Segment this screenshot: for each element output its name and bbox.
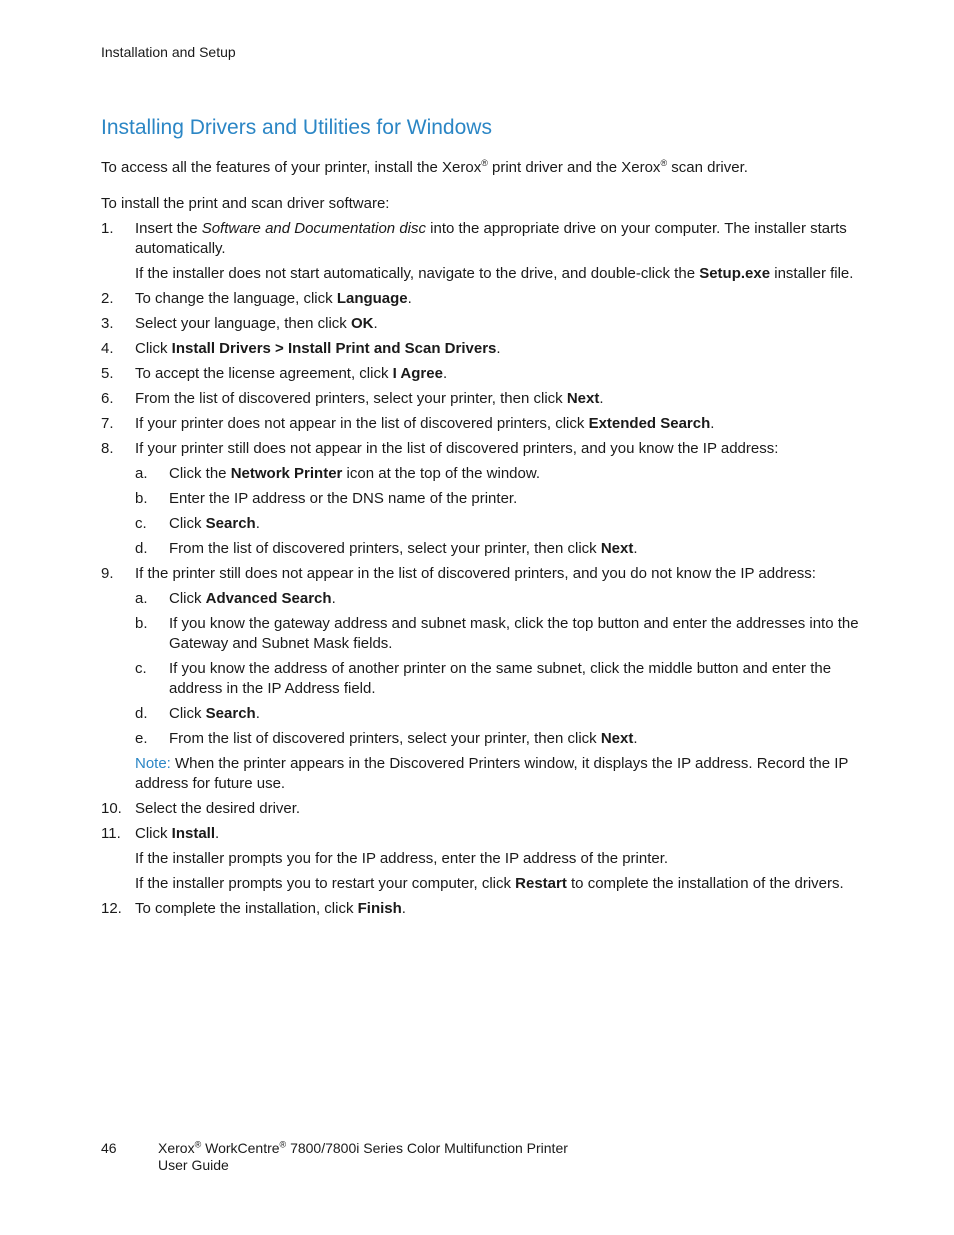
substep-letter: b. xyxy=(135,615,148,632)
substep-9b: b. If you know the gateway address and subnet mask, click the top button and enter the addresses into the Gateway and Subnet Mask fields. xyxy=(135,615,859,652)
step-3 xyxy=(101,314,861,334)
footer-product-info: Xerox® WorkCentre® 7800/7800i Series Color Multifunction Printer User Guide xyxy=(158,1139,568,1173)
substep-letter: a. xyxy=(135,465,148,482)
step-text: Click Install Drivers > Install Print and Scan Drivers. xyxy=(135,340,501,357)
step-2 xyxy=(101,289,861,309)
step-number: 8. xyxy=(101,440,114,457)
step-text: To complete the installation, click Finish. xyxy=(135,900,406,917)
step-7 xyxy=(101,414,861,434)
step-note-paragraph: If the installer does not start automatically, navigate to the drive, and double-click the Setup.exe installer file. xyxy=(135,265,854,282)
lead-paragraph: To install the print and scan driver software: xyxy=(101,195,390,212)
step-text: Select your language, then click OK. xyxy=(135,315,378,332)
page-title: Installing Drivers and Utilities for Windows xyxy=(101,116,492,139)
step-4 xyxy=(101,339,861,359)
substep-letter: c. xyxy=(135,660,147,677)
substep-letter: d. xyxy=(135,705,148,722)
substep-letter: a. xyxy=(135,590,148,607)
intro-paragraph: To access all the features of your printer, install the Xerox® print driver and the Xerox® scan driver. xyxy=(101,158,748,176)
step-note-paragraph: If the installer prompts you for the IP address, enter the IP address of the printer. xyxy=(135,850,669,867)
substep-letter: d. xyxy=(135,540,148,557)
substep-list xyxy=(135,464,861,559)
substep-9c: c. If you know the address of another printer on the same subnet, click the middle button and enter the address in the IP Address field. xyxy=(135,660,832,697)
registered-mark: ® xyxy=(481,158,488,168)
step-5 xyxy=(101,364,861,384)
step-6 xyxy=(101,389,861,409)
step-11 xyxy=(101,824,861,894)
step-number: 3. xyxy=(101,315,114,332)
step-number: 4. xyxy=(101,340,114,357)
step-10 xyxy=(101,799,861,819)
step-text: To change the language, click Language. xyxy=(135,290,412,307)
step-number: 9. xyxy=(101,565,114,582)
substep-9a: a. Click Advanced Search. xyxy=(135,590,336,607)
substep-9d: d. Click Search. xyxy=(135,705,260,722)
substep-8b: b. Enter the IP address or the DNS name of the printer. xyxy=(135,490,518,507)
step-8 xyxy=(101,439,861,559)
registered-mark: ® xyxy=(660,158,668,168)
step-text: If your printer does not appear in the list of discovered printers, click Extended Search. xyxy=(135,415,715,432)
step-text: Insert the Software and Documentation disc into the appropriate drive on your computer. The installer starts automatically. xyxy=(135,220,847,257)
step-number: 7. xyxy=(101,415,114,432)
step-number: 1. xyxy=(101,220,114,237)
substep-8d: d. From the list of discovered printers, select your printer, then click Next. xyxy=(135,540,638,557)
page-number: 46 xyxy=(101,1140,117,1156)
step-text: From the list of discovered printers, select your printer, then click Next. xyxy=(135,390,604,407)
substep-8a: a. Click the Network Printer icon at the top of the window. xyxy=(135,465,541,482)
step-text: If the printer still does not appear in the list of discovered printers, and you do not know the IP address: xyxy=(135,565,816,582)
step-number: 6. xyxy=(101,390,114,407)
step-text: Select the desired driver. xyxy=(135,800,301,817)
step-text: To accept the license agreement, click I Agree. xyxy=(135,365,448,382)
step-number: 2. xyxy=(101,290,114,307)
step-text: If your printer still does not appear in the list of discovered printers, and you know the IP address: xyxy=(135,440,779,457)
step-9 xyxy=(101,564,861,794)
step-12 xyxy=(101,899,861,919)
substep-letter: e. xyxy=(135,730,148,747)
installation-steps xyxy=(101,219,861,924)
note-callout: Note: When the printer appears in the Discovered Printers window, it displays the IP address. Record the IP address for future use. xyxy=(135,755,849,792)
step-1 xyxy=(101,219,861,284)
substep-list xyxy=(135,589,861,749)
step-number: 12. xyxy=(101,900,122,917)
substep-letter: c. xyxy=(135,515,147,532)
substep-8c: c. Click Search. xyxy=(135,515,260,532)
substep-letter: b. xyxy=(135,490,148,507)
step-number: 10. xyxy=(101,800,122,817)
step-number: 11. xyxy=(101,825,121,842)
note-label: Note: xyxy=(135,755,171,772)
substep-9e: e. From the list of discovered printers, select your printer, then click Next. xyxy=(135,730,638,747)
step-text: Click Install. xyxy=(135,825,220,842)
step-number: 5. xyxy=(101,365,114,382)
step-note-paragraph: If the installer prompts you to restart your computer, click Restart to complete the installation of the drivers. xyxy=(135,875,844,892)
running-header: Installation and Setup xyxy=(101,44,236,60)
footer-guide-name: User Guide xyxy=(158,1157,229,1173)
